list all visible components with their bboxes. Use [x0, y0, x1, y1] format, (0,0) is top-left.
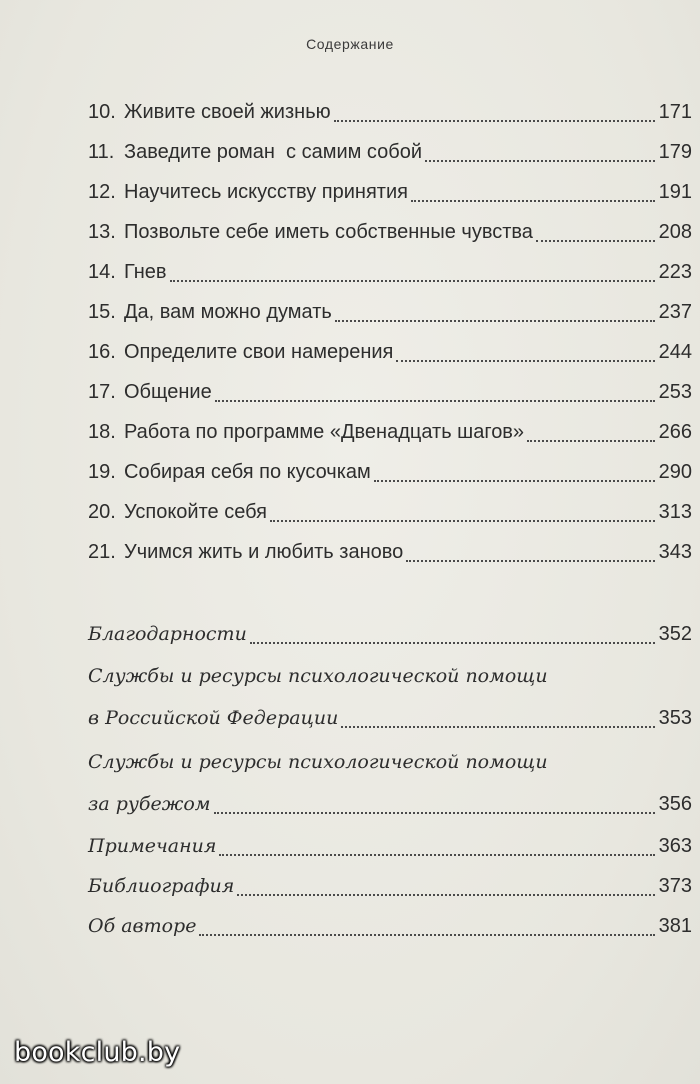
chapter-title: Заведите роман с самим собой — [124, 141, 423, 163]
page-number: 237 — [658, 301, 692, 323]
chapter-title: Учимся жить и любить заново — [124, 541, 404, 563]
dot-leader — [250, 641, 655, 644]
dot-leader — [270, 519, 655, 522]
chapter-number: 21. — [88, 541, 116, 563]
toc-entry-services-rf — [88, 654, 692, 740]
dot-leader — [425, 159, 655, 162]
appendix-list — [88, 614, 692, 946]
page-number: 313 — [658, 501, 692, 523]
toc-entry — [88, 212, 692, 252]
chapter-title: Собирая себя по кусочкам — [124, 461, 371, 483]
dot-leader — [341, 726, 654, 728]
toc-entry — [88, 172, 692, 212]
page-number: 171 — [658, 101, 692, 123]
chapter-number: 16. — [88, 341, 116, 363]
dot-leader — [237, 893, 654, 896]
chapter-number: 12. — [88, 181, 116, 203]
toc-entry-bibliography — [88, 866, 692, 906]
entry-title-line1: Службы и ресурсы психологической помощи — [88, 751, 548, 773]
entry-title: Благодарности — [88, 623, 247, 645]
entry-title-line2: в Российской Федерации — [88, 707, 339, 729]
entry-title: Об авторе — [88, 915, 197, 937]
toc-entry — [88, 532, 692, 572]
running-head: Содержание — [306, 36, 394, 52]
entry-title-line1: Службы и ресурсы психологической помощи — [88, 665, 548, 687]
page-number: 363 — [658, 835, 692, 857]
page-number: 381 — [658, 915, 692, 937]
dot-leader — [527, 439, 655, 442]
chapter-title: Успокойте себя — [124, 501, 267, 523]
chapter-number: 11. — [88, 141, 115, 163]
chapter-title: Гнев — [124, 261, 167, 283]
page-number: 244 — [658, 341, 692, 363]
page-number: 266 — [658, 421, 692, 443]
dot-leader — [335, 319, 655, 322]
page-number: 356 — [658, 793, 692, 815]
page-number: 253 — [658, 381, 692, 403]
chapter-number: 17. — [88, 381, 116, 403]
dot-leader — [334, 119, 655, 122]
chapter-title: Да, вам можно думать — [124, 301, 332, 323]
page-number: 179 — [658, 141, 692, 163]
dot-leader — [374, 479, 655, 482]
toc-entry — [88, 492, 692, 532]
chapter-number: 10. — [88, 101, 116, 123]
dot-leader — [219, 853, 654, 856]
page-number: 290 — [658, 461, 692, 483]
toc-entry — [88, 332, 692, 372]
chapter-number: 13. — [88, 221, 116, 243]
chapter-title: Работа по программе «Двенадцать шагов» — [124, 421, 525, 443]
page-number: 208 — [658, 221, 692, 243]
dot-leader — [214, 812, 655, 814]
chapter-number: 19. — [88, 461, 116, 483]
page-number: 343 — [658, 541, 692, 563]
chapter-title: Научитесь искусству принятия — [124, 181, 408, 203]
toc-entry — [88, 252, 692, 292]
toc-entry — [88, 412, 692, 452]
dot-leader — [406, 559, 654, 562]
page-number: 223 — [658, 261, 692, 283]
toc-entry — [88, 292, 692, 332]
page-number: 373 — [658, 875, 692, 897]
chapter-title: Позвольте себе иметь собственные чувства — [124, 221, 533, 243]
entry-title-line2: за рубежом — [88, 793, 211, 815]
page-number: 353 — [658, 707, 692, 729]
page-number: 352 — [658, 623, 692, 645]
toc-entry-about-author — [88, 906, 692, 946]
toc-entry-acknowledgements — [88, 614, 692, 654]
chapter-number: 20. — [88, 501, 116, 523]
toc-entry-notes — [88, 826, 692, 866]
chapter-number: 15. — [88, 301, 116, 323]
dot-leader — [396, 359, 654, 362]
chapter-title: Живите своей жизнью — [124, 101, 331, 123]
dot-leader — [411, 199, 655, 202]
page-number: 191 — [658, 181, 692, 203]
dot-leader — [536, 239, 655, 242]
toc-entry — [88, 452, 692, 492]
toc-entry-services-abroad — [88, 740, 692, 826]
watermark-logo: bookclub.by — [14, 1037, 181, 1068]
entry-title: Примечания — [88, 835, 217, 857]
chapter-title: Общение — [124, 381, 212, 403]
chapter-list — [88, 92, 692, 572]
dot-leader — [170, 279, 655, 282]
toc-entry — [88, 92, 692, 132]
dot-leader — [215, 399, 655, 402]
entry-title: Библиография — [88, 875, 235, 897]
chapter-title: Определите свои намерения — [124, 341, 394, 363]
toc-entry — [88, 132, 692, 172]
chapter-number: 18. — [88, 421, 116, 443]
chapter-number: 14. — [88, 261, 116, 283]
dot-leader — [199, 933, 654, 936]
toc-entry — [88, 372, 692, 412]
